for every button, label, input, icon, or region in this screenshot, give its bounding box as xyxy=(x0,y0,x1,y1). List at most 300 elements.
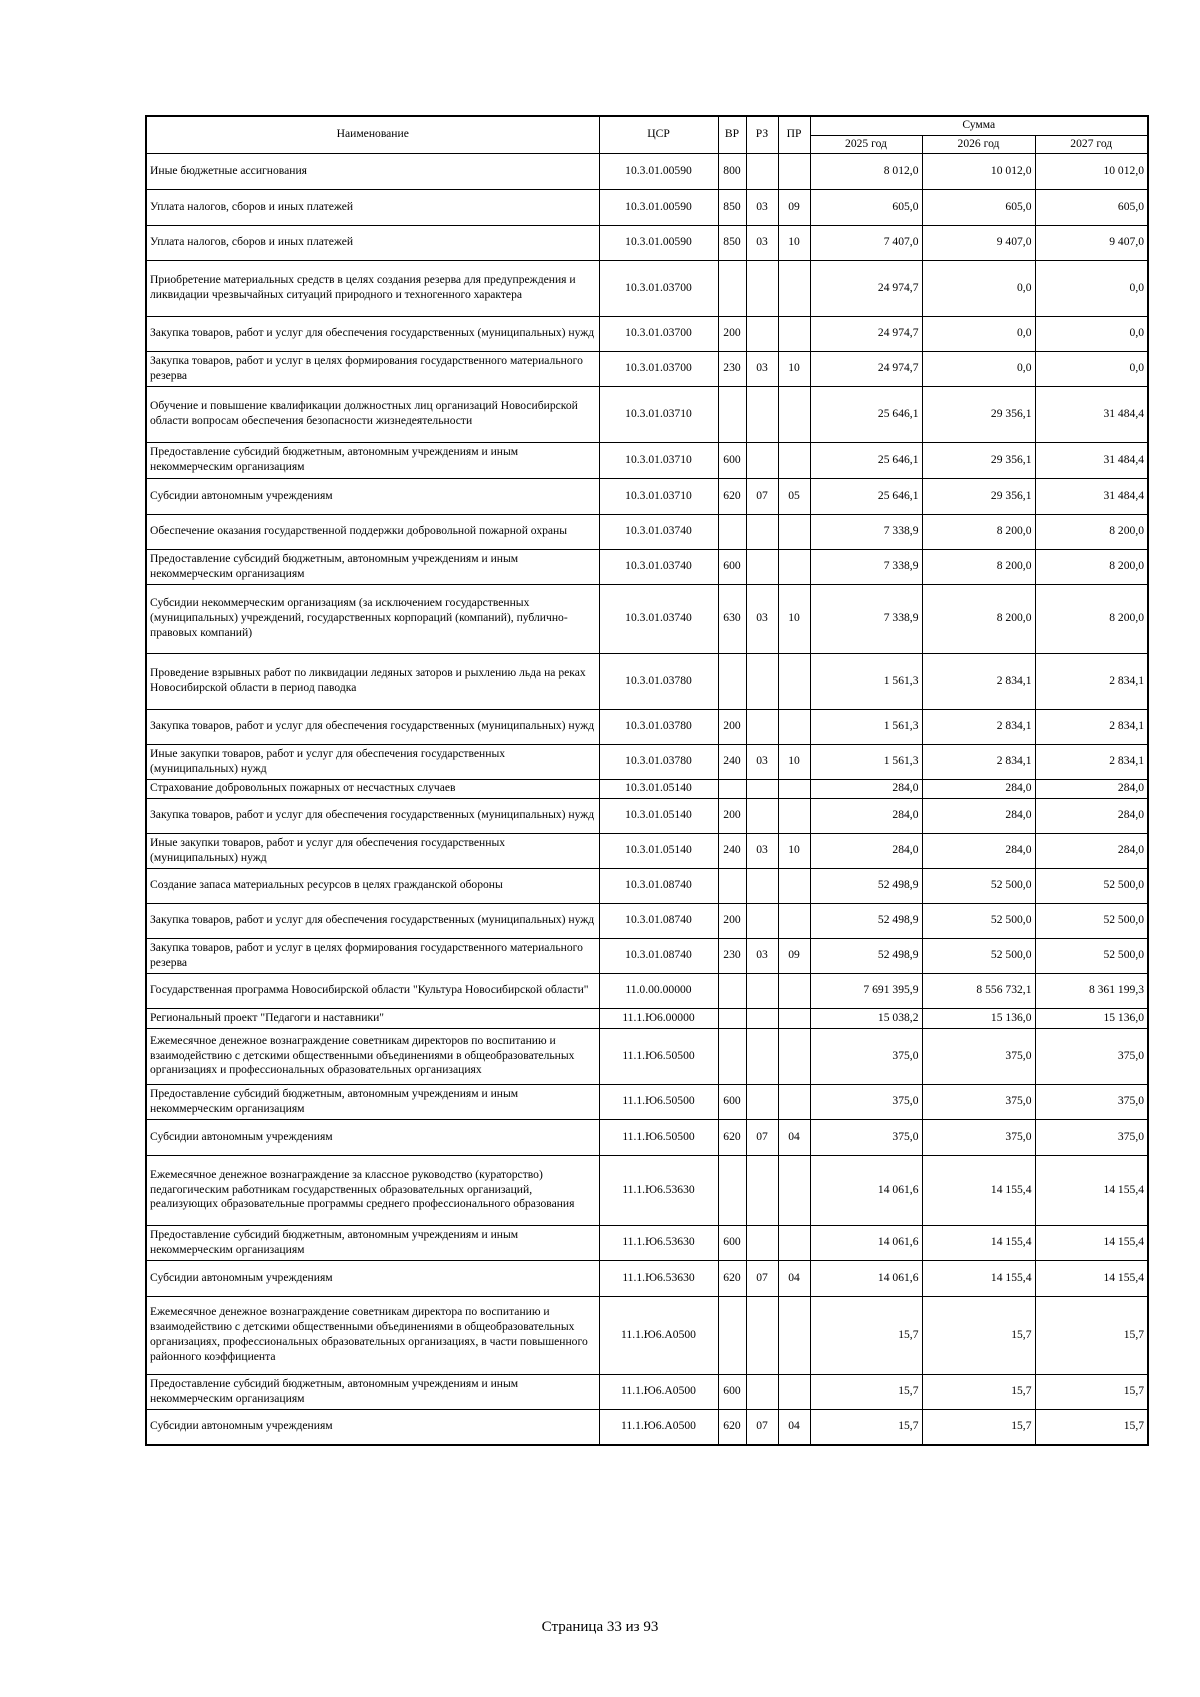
cell-sum-2025: 52 498,9 xyxy=(810,938,922,973)
cell-sum-2025: 7 407,0 xyxy=(810,225,922,260)
cell-csr: 10.3.01.05140 xyxy=(599,798,718,833)
cell-vr: 850 xyxy=(718,189,746,225)
table-row xyxy=(146,153,1148,189)
cell-pr xyxy=(778,798,810,833)
cell-sum-2025: 7 338,9 xyxy=(810,549,922,584)
cell-csr: 11.1.Ю6.50500 xyxy=(599,1028,718,1084)
cell-pr: 09 xyxy=(778,189,810,225)
cell-sum-2025: 24 974,7 xyxy=(810,260,922,316)
cell-pr: 10 xyxy=(778,584,810,653)
cell-csr: 11.1.Ю6.50500 xyxy=(599,1084,718,1119)
cell-name: Предоставление субсидий бюджетным, автономным учреждениям и иным некоммерческим организациям xyxy=(146,442,599,478)
cell-rz xyxy=(746,973,778,1008)
cell-csr: 11.1.Ю6.А0500 xyxy=(599,1374,718,1409)
cell-vr: 620 xyxy=(718,478,746,514)
cell-name: Субсидии автономным учреждениям xyxy=(146,478,599,514)
cell-name: Уплата налогов, сборов и иных платежей xyxy=(146,225,599,260)
cell-rz xyxy=(746,1008,778,1028)
cell-name: Иные закупки товаров, работ и услуг для обеспечения государственных (муниципальных) нужд xyxy=(146,833,599,868)
cell-sum-2027: 31 484,4 xyxy=(1035,386,1148,442)
cell-pr xyxy=(778,868,810,903)
cell-name: Закупка товаров, работ и услуг в целях формирования государственного материального резерва xyxy=(146,351,599,386)
header-year-2026: 2026 год xyxy=(922,135,1035,153)
cell-csr: 11.1.Ю6.50500 xyxy=(599,1119,718,1155)
cell-sum-2026: 2 834,1 xyxy=(922,653,1035,709)
cell-rz xyxy=(746,868,778,903)
cell-vr: 600 xyxy=(718,549,746,584)
cell-rz: 03 xyxy=(746,351,778,386)
cell-pr xyxy=(778,1225,810,1260)
cell-rz xyxy=(746,709,778,744)
cell-rz xyxy=(746,1296,778,1374)
cell-name: Закупка товаров, работ и услуг для обеспечения государственных (муниципальных) нужд xyxy=(146,798,599,833)
table-row xyxy=(146,478,1148,514)
cell-vr: 620 xyxy=(718,1260,746,1296)
cell-csr: 10.3.01.03740 xyxy=(599,584,718,653)
cell-sum-2025: 1 561,3 xyxy=(810,744,922,779)
cell-vr: 240 xyxy=(718,744,746,779)
header-rz: РЗ xyxy=(746,116,778,153)
table-row xyxy=(146,744,1148,779)
table-row xyxy=(146,386,1148,442)
table-row xyxy=(146,225,1148,260)
cell-csr: 10.3.01.03740 xyxy=(599,514,718,549)
cell-pr xyxy=(778,903,810,938)
cell-sum-2027: 8 361 199,3 xyxy=(1035,973,1148,1008)
cell-pr: 09 xyxy=(778,938,810,973)
cell-sum-2025: 375,0 xyxy=(810,1028,922,1084)
cell-sum-2026: 29 356,1 xyxy=(922,386,1035,442)
cell-sum-2026: 8 200,0 xyxy=(922,584,1035,653)
cell-sum-2027: 2 834,1 xyxy=(1035,744,1148,779)
table-row xyxy=(146,653,1148,709)
table-row xyxy=(146,1084,1148,1119)
cell-sum-2027: 375,0 xyxy=(1035,1119,1148,1155)
cell-pr xyxy=(778,779,810,798)
cell-rz xyxy=(746,442,778,478)
cell-rz xyxy=(746,903,778,938)
cell-csr: 11.1.Ю6.А0500 xyxy=(599,1409,718,1445)
cell-csr: 10.3.01.00590 xyxy=(599,189,718,225)
cell-rz: 03 xyxy=(746,584,778,653)
cell-rz: 07 xyxy=(746,1409,778,1445)
table-row xyxy=(146,833,1148,868)
cell-vr xyxy=(718,973,746,1008)
cell-pr xyxy=(778,1084,810,1119)
cell-name: Закупка товаров, работ и услуг для обеспечения государственных (муниципальных) нужд xyxy=(146,316,599,351)
cell-sum-2025: 1 561,3 xyxy=(810,709,922,744)
cell-sum-2027: 8 200,0 xyxy=(1035,514,1148,549)
cell-rz: 03 xyxy=(746,833,778,868)
cell-sum-2027: 31 484,4 xyxy=(1035,442,1148,478)
cell-sum-2026: 375,0 xyxy=(922,1084,1035,1119)
cell-pr xyxy=(778,1028,810,1084)
cell-sum-2025: 25 646,1 xyxy=(810,442,922,478)
cell-name: Предоставление субсидий бюджетным, автономным учреждениям и иным некоммерческим организациям xyxy=(146,1084,599,1119)
cell-sum-2026: 52 500,0 xyxy=(922,938,1035,973)
cell-vr: 620 xyxy=(718,1409,746,1445)
header-year-2025: 2025 год xyxy=(810,135,922,153)
cell-sum-2026: 284,0 xyxy=(922,798,1035,833)
cell-sum-2025: 284,0 xyxy=(810,833,922,868)
table-row xyxy=(146,1028,1148,1084)
cell-csr: 11.1.Ю6.53630 xyxy=(599,1155,718,1225)
cell-pr: 10 xyxy=(778,833,810,868)
cell-sum-2027: 0,0 xyxy=(1035,316,1148,351)
cell-name: Обеспечение оказания государственной поддержки добровольной пожарной охраны xyxy=(146,514,599,549)
cell-csr: 10.3.01.08740 xyxy=(599,903,718,938)
cell-pr xyxy=(778,1008,810,1028)
cell-sum-2025: 284,0 xyxy=(810,798,922,833)
table-row xyxy=(146,973,1148,1008)
cell-csr: 10.3.01.00590 xyxy=(599,225,718,260)
cell-csr: 10.3.01.03740 xyxy=(599,549,718,584)
cell-sum-2025: 7 338,9 xyxy=(810,584,922,653)
cell-pr: 10 xyxy=(778,744,810,779)
cell-vr: 600 xyxy=(718,1225,746,1260)
cell-sum-2026: 2 834,1 xyxy=(922,709,1035,744)
cell-csr: 10.3.01.03700 xyxy=(599,316,718,351)
cell-pr: 04 xyxy=(778,1119,810,1155)
cell-csr: 11.1.Ю6.А0500 xyxy=(599,1296,718,1374)
table-row xyxy=(146,316,1148,351)
cell-pr xyxy=(778,653,810,709)
cell-sum-2027: 31 484,4 xyxy=(1035,478,1148,514)
cell-rz xyxy=(746,1374,778,1409)
cell-pr xyxy=(778,709,810,744)
cell-csr: 10.3.01.03700 xyxy=(599,351,718,386)
cell-rz xyxy=(746,153,778,189)
cell-vr: 600 xyxy=(718,1084,746,1119)
cell-pr xyxy=(778,1374,810,1409)
cell-name: Предоставление субсидий бюджетным, автономным учреждениям и иным некоммерческим организациям xyxy=(146,1225,599,1260)
cell-rz xyxy=(746,549,778,584)
cell-rz xyxy=(746,1225,778,1260)
cell-sum-2026: 8 200,0 xyxy=(922,514,1035,549)
cell-sum-2025: 1 561,3 xyxy=(810,653,922,709)
cell-name: Ежемесячное денежное вознаграждение советникам директоров по воспитанию и взаимодействию с детскими общественными объединениями в общеобразовательных организациях и профессиональных образовательных организациях xyxy=(146,1028,599,1084)
table-row xyxy=(146,189,1148,225)
cell-sum-2027: 284,0 xyxy=(1035,779,1148,798)
cell-vr: 200 xyxy=(718,316,746,351)
cell-name: Закупка товаров, работ и услуг для обеспечения государственных (муниципальных) нужд xyxy=(146,709,599,744)
cell-name: Приобретение материальных средств в целях создания резерва для предупреждения и ликвидации чрезвычайных ситуаций природного и техногенного характера xyxy=(146,260,599,316)
table-row xyxy=(146,1374,1148,1409)
cell-csr: 10.3.01.03780 xyxy=(599,709,718,744)
cell-sum-2025: 375,0 xyxy=(810,1119,922,1155)
table-row xyxy=(146,584,1148,653)
cell-pr xyxy=(778,514,810,549)
cell-vr xyxy=(718,868,746,903)
cell-sum-2025: 14 061,6 xyxy=(810,1155,922,1225)
cell-sum-2025: 14 061,6 xyxy=(810,1225,922,1260)
cell-sum-2026: 284,0 xyxy=(922,779,1035,798)
cell-sum-2027: 15,7 xyxy=(1035,1409,1148,1445)
cell-name: Государственная программа Новосибирской области "Культура Новосибирской области" xyxy=(146,973,599,1008)
cell-sum-2026: 52 500,0 xyxy=(922,868,1035,903)
table-row xyxy=(146,1008,1148,1028)
cell-sum-2026: 0,0 xyxy=(922,316,1035,351)
cell-sum-2025: 15,7 xyxy=(810,1409,922,1445)
cell-csr: 10.3.01.03700 xyxy=(599,260,718,316)
cell-sum-2027: 605,0 xyxy=(1035,189,1148,225)
cell-csr: 10.3.01.08740 xyxy=(599,868,718,903)
cell-csr: 10.3.01.03710 xyxy=(599,386,718,442)
cell-pr xyxy=(778,549,810,584)
table-body xyxy=(146,153,1148,1445)
cell-sum-2026: 29 356,1 xyxy=(922,478,1035,514)
cell-name: Страхование добровольных пожарных от несчастных случаев xyxy=(146,779,599,798)
cell-rz: 07 xyxy=(746,1260,778,1296)
cell-sum-2026: 29 356,1 xyxy=(922,442,1035,478)
cell-rz xyxy=(746,260,778,316)
cell-sum-2025: 8 012,0 xyxy=(810,153,922,189)
cell-rz xyxy=(746,779,778,798)
cell-sum-2027: 9 407,0 xyxy=(1035,225,1148,260)
cell-name: Создание запаса материальных ресурсов в целях гражданской обороны xyxy=(146,868,599,903)
cell-csr: 10.3.01.03710 xyxy=(599,478,718,514)
table-row xyxy=(146,1409,1148,1445)
cell-pr xyxy=(778,1296,810,1374)
cell-rz: 03 xyxy=(746,225,778,260)
cell-vr: 200 xyxy=(718,903,746,938)
table-row xyxy=(146,549,1148,584)
header-pr: ПР xyxy=(778,116,810,153)
cell-rz: 03 xyxy=(746,744,778,779)
cell-sum-2025: 52 498,9 xyxy=(810,903,922,938)
cell-vr: 240 xyxy=(718,833,746,868)
cell-sum-2025: 24 974,7 xyxy=(810,351,922,386)
cell-vr: 600 xyxy=(718,442,746,478)
cell-name: Ежемесячное денежное вознаграждение советникам директора по воспитанию и взаимодействию с детскими общественными объединениями в общеобразовательных организациях, профессиональных образовательных организациях, в части повышенного районного коэффициента xyxy=(146,1296,599,1374)
cell-vr xyxy=(718,514,746,549)
cell-name: Закупка товаров, работ и услуг в целях формирования государственного материального резерва xyxy=(146,938,599,973)
cell-pr xyxy=(778,442,810,478)
cell-rz: 07 xyxy=(746,1119,778,1155)
header-vr: ВР xyxy=(718,116,746,153)
table-row xyxy=(146,442,1148,478)
cell-csr: 11.1.Ю6.53630 xyxy=(599,1260,718,1296)
cell-sum-2026: 10 012,0 xyxy=(922,153,1035,189)
table-row xyxy=(146,938,1148,973)
cell-sum-2026: 15,7 xyxy=(922,1409,1035,1445)
cell-rz xyxy=(746,1084,778,1119)
cell-sum-2026: 0,0 xyxy=(922,351,1035,386)
cell-csr: 10.3.01.03780 xyxy=(599,744,718,779)
table-row xyxy=(146,260,1148,316)
cell-vr xyxy=(718,653,746,709)
cell-vr: 620 xyxy=(718,1119,746,1155)
cell-sum-2025: 15,7 xyxy=(810,1296,922,1374)
cell-pr xyxy=(778,973,810,1008)
cell-csr: 11.1.Ю6.53630 xyxy=(599,1225,718,1260)
table-row xyxy=(146,351,1148,386)
cell-vr xyxy=(718,1155,746,1225)
cell-pr: 04 xyxy=(778,1260,810,1296)
cell-vr: 630 xyxy=(718,584,746,653)
cell-sum-2027: 2 834,1 xyxy=(1035,653,1148,709)
cell-name: Субсидии автономным учреждениям xyxy=(146,1260,599,1296)
cell-pr: 04 xyxy=(778,1409,810,1445)
cell-sum-2026: 14 155,4 xyxy=(922,1225,1035,1260)
cell-csr: 10.3.01.05140 xyxy=(599,779,718,798)
cell-sum-2027: 8 200,0 xyxy=(1035,584,1148,653)
cell-sum-2026: 0,0 xyxy=(922,260,1035,316)
cell-sum-2026: 15,7 xyxy=(922,1374,1035,1409)
cell-pr xyxy=(778,153,810,189)
cell-name: Проведение взрывных работ по ликвидации ледяных заторов и рыхлению льда на реках Новосибирской области в период паводка xyxy=(146,653,599,709)
cell-vr xyxy=(718,1008,746,1028)
cell-name: Предоставление субсидий бюджетным, автономным учреждениям и иным некоммерческим организациям xyxy=(146,1374,599,1409)
cell-rz xyxy=(746,798,778,833)
header-csr: ЦСР xyxy=(599,116,718,153)
cell-sum-2025: 15 038,2 xyxy=(810,1008,922,1028)
cell-pr: 05 xyxy=(778,478,810,514)
cell-sum-2025: 7 691 395,9 xyxy=(810,973,922,1008)
cell-rz xyxy=(746,1155,778,1225)
header-sum: Сумма xyxy=(810,116,1148,135)
cell-sum-2026: 52 500,0 xyxy=(922,903,1035,938)
cell-pr: 10 xyxy=(778,351,810,386)
cell-sum-2027: 15 136,0 xyxy=(1035,1008,1148,1028)
cell-name: Региональный проект "Педагоги и наставники" xyxy=(146,1008,599,1028)
cell-sum-2025: 605,0 xyxy=(810,189,922,225)
cell-vr xyxy=(718,1028,746,1084)
cell-sum-2027: 284,0 xyxy=(1035,798,1148,833)
cell-name: Закупка товаров, работ и услуг для обеспечения государственных (муниципальных) нужд xyxy=(146,903,599,938)
cell-sum-2026: 375,0 xyxy=(922,1119,1035,1155)
cell-sum-2026: 2 834,1 xyxy=(922,744,1035,779)
cell-rz xyxy=(746,653,778,709)
page-number: Страница 33 из 93 xyxy=(541,1619,659,1635)
cell-sum-2026: 375,0 xyxy=(922,1028,1035,1084)
cell-rz: 03 xyxy=(746,938,778,973)
table-row xyxy=(146,868,1148,903)
header-year-2027: 2027 год xyxy=(1035,135,1148,153)
cell-vr: 600 xyxy=(718,1374,746,1409)
cell-sum-2027: 14 155,4 xyxy=(1035,1155,1148,1225)
table-row xyxy=(146,709,1148,744)
cell-vr: 800 xyxy=(718,153,746,189)
cell-rz: 07 xyxy=(746,478,778,514)
cell-pr xyxy=(778,386,810,442)
table-row xyxy=(146,514,1148,549)
cell-vr xyxy=(718,386,746,442)
cell-vr: 230 xyxy=(718,938,746,973)
cell-vr xyxy=(718,1296,746,1374)
table-row xyxy=(146,1119,1148,1155)
cell-vr: 850 xyxy=(718,225,746,260)
cell-rz xyxy=(746,386,778,442)
cell-csr: 11.0.00.00000 xyxy=(599,973,718,1008)
cell-name: Субсидии автономным учреждениям xyxy=(146,1119,599,1155)
cell-sum-2027: 14 155,4 xyxy=(1035,1260,1148,1296)
cell-sum-2026: 8 200,0 xyxy=(922,549,1035,584)
table-row xyxy=(146,903,1148,938)
cell-name: Обучение и повышение квалификации должностных лиц организаций Новосибирской области вопросам обеспечения безопасности жизнедеятельности xyxy=(146,386,599,442)
cell-sum-2027: 15,7 xyxy=(1035,1374,1148,1409)
table-row xyxy=(146,1260,1148,1296)
cell-csr: 10.3.01.03780 xyxy=(599,653,718,709)
cell-sum-2027: 52 500,0 xyxy=(1035,903,1148,938)
cell-sum-2027: 0,0 xyxy=(1035,260,1148,316)
cell-sum-2025: 15,7 xyxy=(810,1374,922,1409)
cell-name: Иные бюджетные ассигнования xyxy=(146,153,599,189)
cell-sum-2027: 52 500,0 xyxy=(1035,868,1148,903)
cell-pr xyxy=(778,1155,810,1225)
cell-sum-2027: 52 500,0 xyxy=(1035,938,1148,973)
cell-sum-2025: 25 646,1 xyxy=(810,478,922,514)
cell-sum-2026: 14 155,4 xyxy=(922,1260,1035,1296)
cell-sum-2026: 9 407,0 xyxy=(922,225,1035,260)
table-row xyxy=(146,1296,1148,1374)
table-row xyxy=(146,1155,1148,1225)
cell-name: Уплата налогов, сборов и иных платежей xyxy=(146,189,599,225)
cell-vr: 230 xyxy=(718,351,746,386)
cell-sum-2027: 375,0 xyxy=(1035,1028,1148,1084)
table-row xyxy=(146,1225,1148,1260)
cell-sum-2026: 284,0 xyxy=(922,833,1035,868)
cell-csr: 10.3.01.05140 xyxy=(599,833,718,868)
cell-sum-2027: 284,0 xyxy=(1035,833,1148,868)
cell-pr xyxy=(778,316,810,351)
cell-sum-2026: 15,7 xyxy=(922,1296,1035,1374)
table-row xyxy=(146,798,1148,833)
cell-sum-2025: 284,0 xyxy=(810,779,922,798)
cell-pr xyxy=(778,260,810,316)
cell-name: Предоставление субсидий бюджетным, автономным учреждениям и иным некоммерческим организациям xyxy=(146,549,599,584)
table-row xyxy=(146,779,1148,798)
header-name: Наименование xyxy=(146,116,599,153)
cell-sum-2027: 2 834,1 xyxy=(1035,709,1148,744)
cell-csr: 11.1.Ю6.00000 xyxy=(599,1008,718,1028)
cell-rz xyxy=(746,1028,778,1084)
cell-sum-2027: 14 155,4 xyxy=(1035,1225,1148,1260)
cell-name: Иные закупки товаров, работ и услуг для обеспечения государственных (муниципальных) нужд xyxy=(146,744,599,779)
cell-vr: 200 xyxy=(718,798,746,833)
cell-vr xyxy=(718,779,746,798)
cell-csr: 10.3.01.08740 xyxy=(599,938,718,973)
cell-sum-2027: 15,7 xyxy=(1035,1296,1148,1374)
cell-sum-2026: 8 556 732,1 xyxy=(922,973,1035,1008)
cell-sum-2025: 25 646,1 xyxy=(810,386,922,442)
cell-csr: 10.3.01.03710 xyxy=(599,442,718,478)
budget-table xyxy=(145,115,1149,1446)
table-header xyxy=(146,116,1148,153)
cell-sum-2027: 8 200,0 xyxy=(1035,549,1148,584)
cell-name: Ежемесячное денежное вознаграждение за классное руководство (кураторство) педагогическим работникам государственных образовательных организаций, реализующих образовательные программы среднего профессионального образования xyxy=(146,1155,599,1225)
cell-csr: 10.3.01.00590 xyxy=(599,153,718,189)
cell-vr xyxy=(718,260,746,316)
cell-sum-2025: 7 338,9 xyxy=(810,514,922,549)
cell-sum-2027: 375,0 xyxy=(1035,1084,1148,1119)
cell-rz xyxy=(746,514,778,549)
cell-sum-2026: 15 136,0 xyxy=(922,1008,1035,1028)
cell-sum-2025: 52 498,9 xyxy=(810,868,922,903)
cell-name: Субсидии автономным учреждениям xyxy=(146,1409,599,1445)
cell-sum-2025: 14 061,6 xyxy=(810,1260,922,1296)
cell-sum-2026: 605,0 xyxy=(922,189,1035,225)
cell-rz: 03 xyxy=(746,189,778,225)
cell-sum-2026: 14 155,4 xyxy=(922,1155,1035,1225)
cell-vr: 200 xyxy=(718,709,746,744)
cell-sum-2027: 0,0 xyxy=(1035,351,1148,386)
cell-name: Субсидии некоммерческим организациям (за исключением государственных (муниципальных) учреждений, государственных корпораций (компаний), публично-правовых компаний) xyxy=(146,584,599,653)
cell-rz xyxy=(746,316,778,351)
cell-sum-2025: 375,0 xyxy=(810,1084,922,1119)
cell-pr: 10 xyxy=(778,225,810,260)
cell-sum-2025: 24 974,7 xyxy=(810,316,922,351)
